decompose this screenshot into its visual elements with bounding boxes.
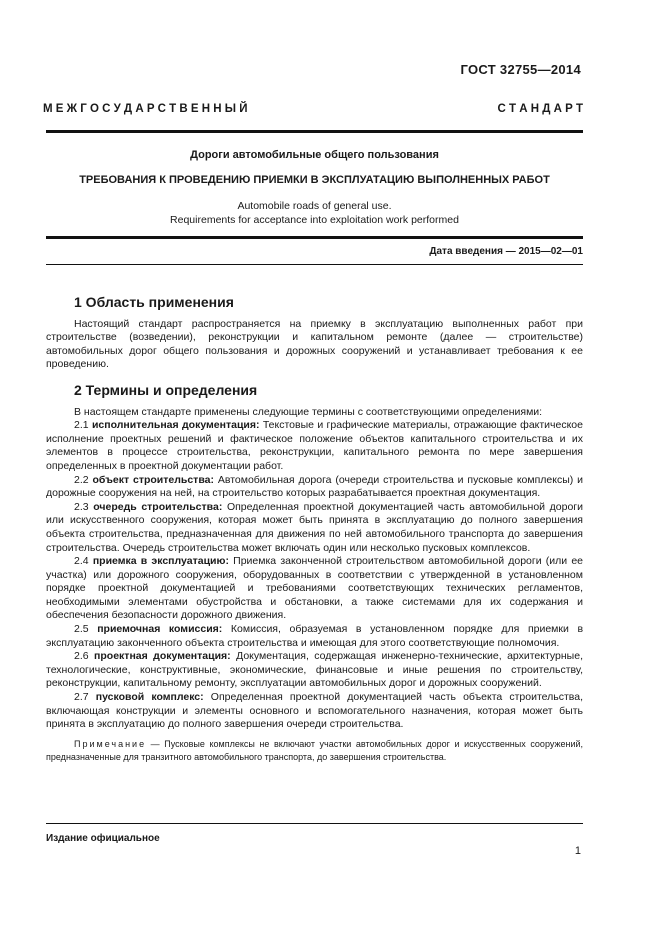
- document-code: ГОСТ 32755—2014: [460, 62, 581, 77]
- footer-rule: [46, 823, 583, 824]
- english-title: [46, 199, 583, 227]
- banner-word-standard: С Т А Н Д А Р Т: [497, 103, 583, 115]
- document-title: ТРЕБОВАНИЯ К ПРОВЕДЕНИЮ ПРИЕМКИ В ЭКСПЛУАТАЦИЮ ВЫПОЛНЕННЫХ РАБОТ: [79, 174, 550, 186]
- introduction-date: Дата введения — 2015—02—01: [429, 246, 583, 257]
- english-title-line-2: Requirements for acceptance into exploitation work performed: [170, 214, 459, 226]
- term-name: приемка в эксплуатацию:: [92, 555, 229, 568]
- term-2-5: [46, 623, 583, 650]
- term-number: 2.6: [74, 650, 89, 663]
- term-name: очередь строительства:: [93, 500, 223, 513]
- term-number: 2.1: [74, 419, 89, 432]
- term-name: объект строительства:: [92, 473, 214, 486]
- term-definition: Определенная проектной документацией часть автомобильной дороги или искусственного сооружения, которая может быть принята в эксплуатацию до полного завершения объекта строительства, предназначенная для движения по ней автомобильного транспорта до завершения строительства. Очередь строительства может включать один или несколько пусковых комплексов.: [46, 500, 583, 554]
- term-name: исполнительная документация:: [91, 419, 260, 432]
- term-definition: Определенная проектной документацией часть объекта строительства, включающая конструкции и элементы основного и вспомогательного назначения, которая может быть принята в эксплуатацию до полного завершения очереди строительства.: [46, 691, 584, 731]
- banner-word-interstate: М Е Ж Г О С У Д А Р С Т В Е Н Н Ы Й: [43, 103, 248, 115]
- section-2-intro: В настоящем стандарте применены следующие термины с соответствующими определениями:: [74, 405, 543, 418]
- section-1-heading: 1 Область применения: [74, 294, 234, 310]
- term-2-3: [46, 501, 583, 555]
- term-number: 2.2: [74, 473, 89, 486]
- official-edition-label: Издание официальное: [46, 833, 160, 844]
- term-number: 2.7: [74, 691, 89, 704]
- page-number: 1: [574, 845, 581, 857]
- note: [46, 738, 583, 764]
- term-2-2: [46, 474, 583, 501]
- term-definition: Текстовые и графические материалы, отражающие фактическое исполнение проектных решений и фактическое положение объектов капитального строительства и их элементов в процессе строительства, реконструкции, капитального ремонта по мере завершения определенных в проектной документации работ.: [46, 419, 583, 472]
- term-2-1: [46, 419, 583, 473]
- term-definition: Документация, содержащая инженерно-технические, архитектурные, технологические, конструктивные, экономические, финансовые и иные решения по строительству, реконструкции, капитальному ремонту, эксплуатации автомобильных дорог и дорожных сооружений.: [46, 650, 583, 690]
- term-name: пусковой комплекс:: [95, 691, 204, 704]
- date-rule: [46, 264, 583, 265]
- note-label: Примечание: [74, 738, 147, 749]
- term-number: 2.4: [74, 555, 89, 568]
- english-title-line-1: Automobile roads of general use.: [237, 200, 392, 212]
- top-rule: [46, 130, 583, 133]
- standard-banner: [43, 103, 583, 115]
- term-definition: Комиссия, образуемая в установленном порядке для приемки в эксплуатацию законченного объекта строительства и имеющая для этого соответствующие полномочия.: [46, 623, 584, 649]
- term-number: 2.3: [74, 500, 89, 513]
- term-name: проектная документация:: [94, 650, 231, 663]
- title-rule: [46, 236, 583, 239]
- section-2-heading: 2 Термины и определения: [74, 381, 258, 398]
- term-2-7: [46, 691, 583, 732]
- term-number: 2.5: [74, 623, 89, 636]
- term-definition: Автомобильная дорога (очереди строительства и пусковые комплексы) и дорожные сооружения на ней, на строительство которых разрабатывается проектная документация.: [46, 473, 583, 500]
- note-text: — Пусковые комплексы не включают участки автомобильных дорог и искусственных сооружений, предназначенные для транзитного автомобильного транспорта, до завершения строительства.: [46, 738, 583, 762]
- document-body: [46, 296, 583, 764]
- term-2-4: [46, 555, 583, 623]
- term-2-6: [46, 650, 583, 691]
- document-subtitle: Дороги автомобильные общего пользования: [190, 149, 439, 161]
- term-definition: Приемка законченной строительством автомобильной дороги (или ее участка) или дорожного сооружения, оборудованных в соответствии с утвержденной в установленном порядке проектной документацией и требованиями соответствующих технических регламентов, необходимыми элементами обустройства и обстановки, а также системами для их содержания и обеспечения безопасности дорожного движения.: [46, 555, 584, 622]
- term-name: приемочная комиссия:: [97, 623, 223, 636]
- section-1-text: Настоящий стандарт распространяется на приемку в эксплуатацию выполненных работ при строительстве (возведении), реконструкции и капитальном ремонте (далее — строительстве) автомобильных дорог общего пользования и дорожных сооружений и устанавливает требования к ее проведению.: [46, 317, 583, 371]
